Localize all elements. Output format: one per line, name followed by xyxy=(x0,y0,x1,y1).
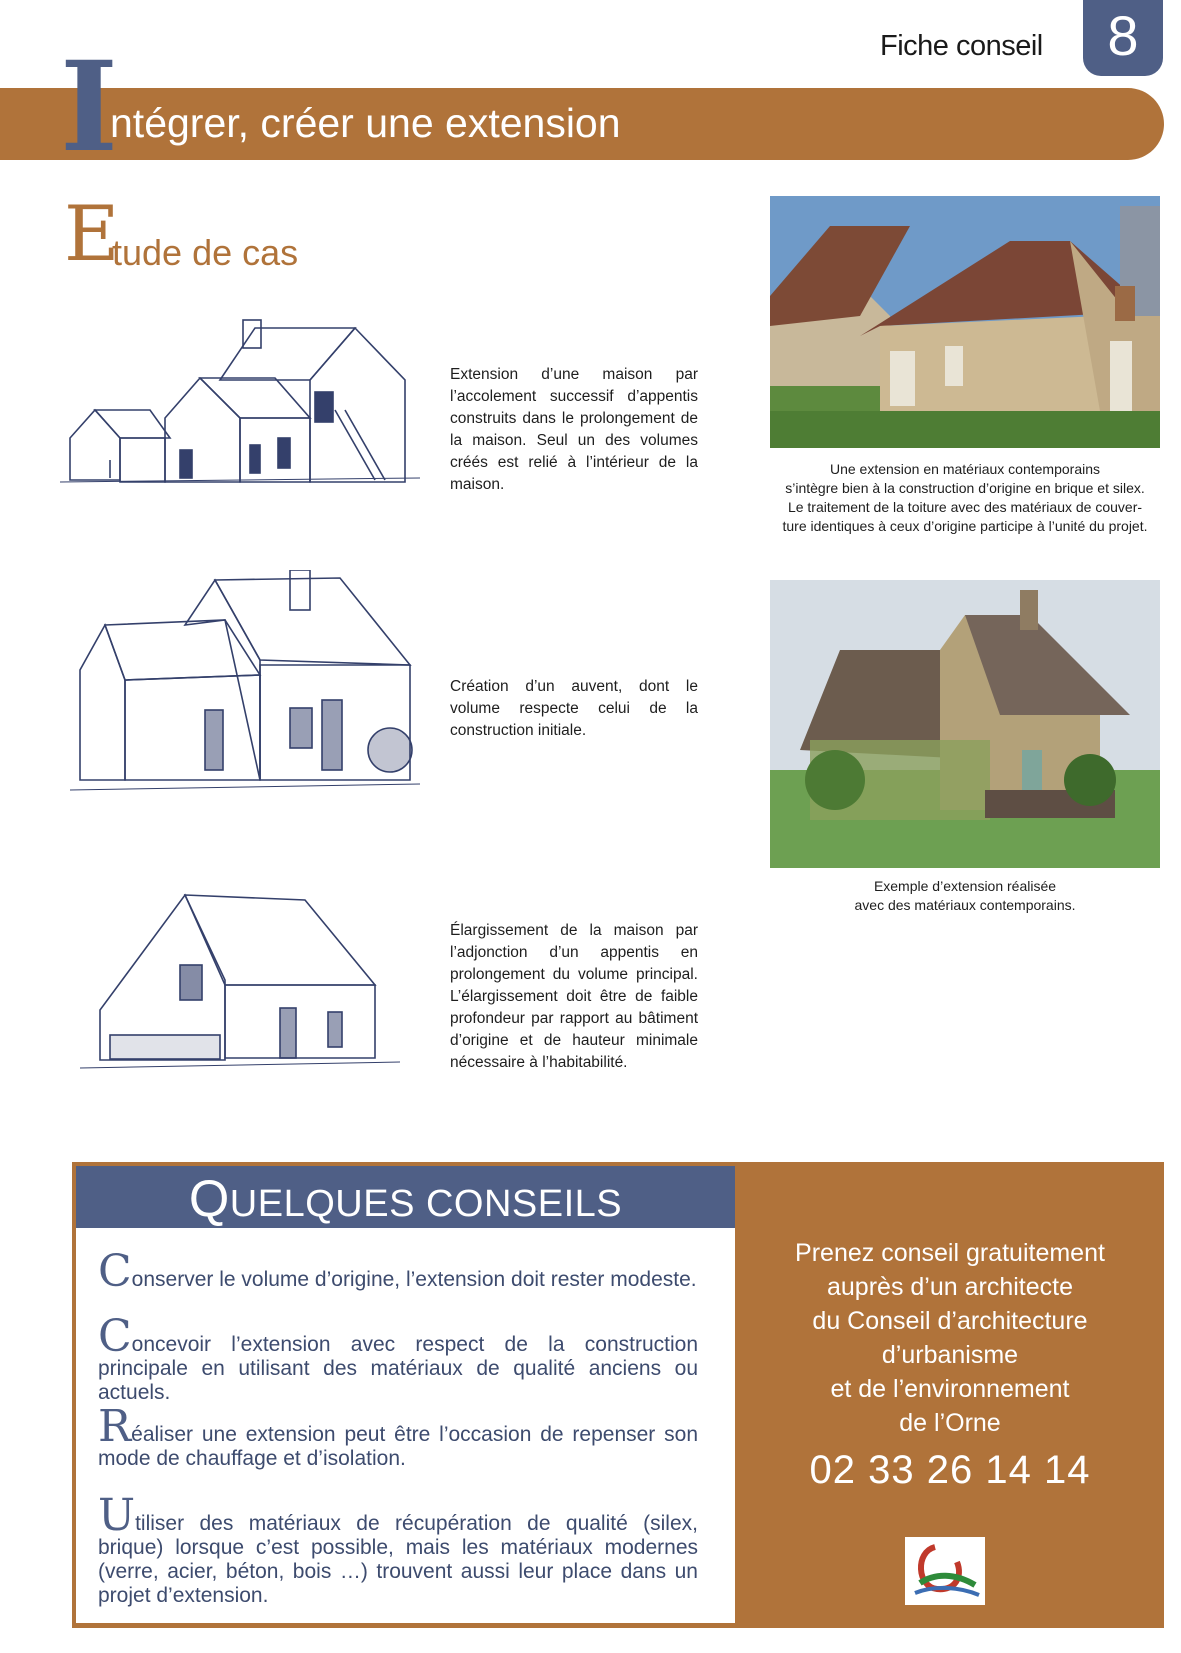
house-sketch-2 xyxy=(60,570,430,800)
conseils-title-rest: UELQUES CONSEILS xyxy=(229,1183,623,1225)
contact-line-6: de l’Orne xyxy=(899,1409,1001,1437)
section-initial: E xyxy=(64,189,120,278)
photo-1-caption-line-4: ture identiques à ceux d’origine participe à l’unité du projet. xyxy=(782,518,1148,534)
photo-extension-1 xyxy=(770,196,1160,448)
section-title: tude de cas xyxy=(112,232,299,273)
photo-extension-2 xyxy=(770,580,1160,868)
contact-phone: 02 33 26 14 14 xyxy=(809,1448,1091,1492)
tip-2-text: oncevoir l’extension avec respect de la construction principale en utilisant des matériaux de qualité anciens ou actuels. xyxy=(98,1333,698,1404)
contact-line-4: d’urbanisme xyxy=(881,1341,1019,1369)
house-sketch-3 xyxy=(80,890,400,1080)
tip-1 xyxy=(98,1246,698,1297)
photo-2-caption-line-1: Exemple d’extension réalisée xyxy=(873,878,1057,894)
fiche-label: Fiche conseil xyxy=(880,30,1043,62)
tip-2-initial: C xyxy=(98,1311,132,1362)
case-3-text: Élargissement de la maison par l’adjonction d’un appentis en prolongement du volume principal. L’élargissement doit être de faible profondeur par rapport au bâtiment d’origine et de hauteur minimale nécessaire à l’habitabilité. xyxy=(450,922,698,1071)
case-1-text: Extension d’une maison par l’accolement successif d’appentis construits dans le prolongement de la maison. Seul un des volumes créés est relié à l’intérieur de la maison. xyxy=(450,366,698,493)
tip-3-initial: R xyxy=(98,1401,132,1452)
caue-logo xyxy=(905,1537,985,1605)
tip-4 xyxy=(98,1490,698,1608)
case-2-text: Création d’un auvent, dont le volume respecte celui de la construction initiale. xyxy=(450,678,698,739)
photo-1-caption xyxy=(760,460,1170,536)
tip-4-text: tiliser des matériaux de récupération de qualité (silex, brique) lorsque c’est possible, mais les matériaux modernes (verre, acier, béton, bois …) trouvent aussi leur place dans un projet d’extension. xyxy=(98,1512,698,1607)
title-initial: I xyxy=(60,35,119,180)
contact-text xyxy=(760,1236,1140,1440)
conseils-title-cap: Q xyxy=(188,1170,230,1228)
contact-line-5: et de l’environnement xyxy=(830,1375,1070,1403)
page-title: ntégrer, créer une extension xyxy=(110,100,621,146)
contact-line-1: Prenez conseil gratuitement xyxy=(795,1239,1105,1267)
tip-1-text: onserver le volume d’origine, l’extension doit rester modeste. xyxy=(131,1268,697,1291)
tip-1-initial: C xyxy=(98,1246,132,1297)
photo-2-caption xyxy=(760,877,1170,915)
fiche-number: 8 xyxy=(1107,4,1139,67)
photo-1-caption-line-2: s’intègre bien à la construction d’origine en brique et silex. xyxy=(785,480,1145,496)
photo-1-caption-line-3: Le traitement de la toiture avec des matériaux de couver- xyxy=(787,499,1143,515)
tip-3-text: éaliser une extension peut être l’occasion de repenser son mode de chauffage et d’isolation. xyxy=(98,1423,698,1470)
house-sketch-1 xyxy=(60,310,420,490)
contact-line-2: auprès d’un architecte xyxy=(827,1273,1073,1301)
tip-4-initial: U xyxy=(98,1490,136,1541)
tip-3 xyxy=(98,1401,698,1471)
contact-line-3: du Conseil d’architecture xyxy=(812,1307,1088,1335)
photo-1-caption-line-1: Une extension en matériaux contemporains xyxy=(829,461,1101,477)
photo-2-caption-line-2: avec des matériaux contemporains. xyxy=(854,897,1076,913)
conseils-title xyxy=(76,1166,735,1228)
tip-2 xyxy=(98,1311,698,1405)
